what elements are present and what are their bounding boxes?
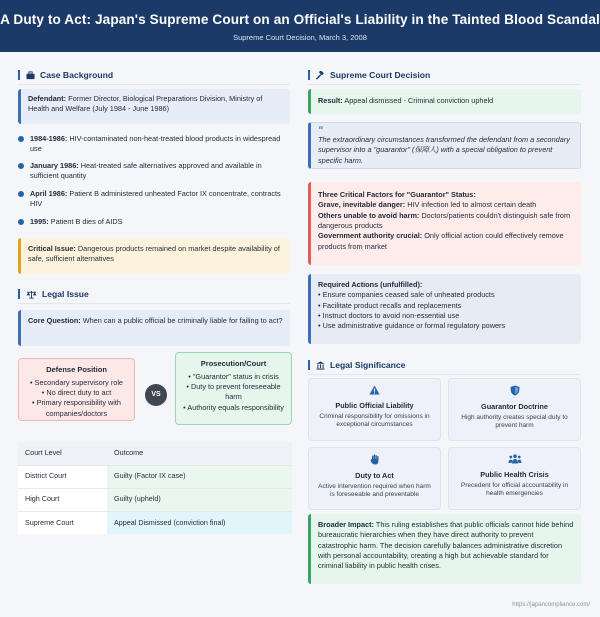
legal-issue-heading: Legal Issue [18,288,89,300]
warning-icon [369,385,380,395]
factor-item: Grave, inevitable danger: HIV infection led to almost certain death [318,200,537,210]
column-header: Court Level [18,442,107,465]
outcome-cell: Guilty (Factor IX case) [107,465,292,488]
case-background-heading: Case Background [18,69,113,81]
timeline-item: April 1986: Patient B administered unheated Factor IX concentrate, contracts HIV [18,189,290,210]
court-quote-box: “ The extraordinary circumstances transformed the defendant from a secondary supervisor into a "guarantor" (保障人) with a special obligation to prevent specific harm. [308,122,581,169]
page-title: A Duty to Act: Japan's Supreme Court on an Official's Liability in the Tainted Blood Scandal [0,12,600,27]
divider [308,374,580,375]
defense-position-box: Defense Position • Secondary supervisory role • No direct duty to act • Primary responsibility with companies/doctors [18,358,135,421]
briefcase-icon [26,71,35,80]
critical-issue-box: Critical Issue: Dangerous products remained on market despite availability of safe, sufficient alternatives [18,238,290,274]
divider [18,303,290,304]
supreme-court-decision-heading: Supreme Court Decision [308,69,430,81]
action-item: • Instruct doctors to avoid non-essential use [318,311,574,321]
table-row [18,511,292,534]
gavel-icon [316,71,325,80]
divider [308,84,580,85]
table-row [18,465,292,488]
prosecution-position-box: Prosecution/Court • "Guarantor" status in crisis • Duty to prevent foreseeable harm • Authority equals responsibility [175,352,292,425]
scale-icon [26,290,37,299]
broader-impact-box: Broader Impact: This ruling establishes that public officials cannot hide behind bureaucratic hierarchies when they have direct authority to prevent catastrophic harm. The decision carefully balances administrative discretion with personal accountability, creating a high but achievable standard for criminal liability in public health crises. [308,514,581,584]
timeline-dot [18,219,24,225]
court-outcomes-table [18,442,292,534]
timeline-item: 1984-1986: HIV-contaminated non-heat-treated blood products in widespread use [18,134,290,155]
guarantor-factors-box: Three Critical Factors for "Guarantor" Status: Grave, inevitable danger: HIV infection led to almost certain death Others unable to avoid harm: Doctors/patients couldn't distinguish safe from dangerous products Government authority crucial: Only official action could effectively remove products from market [308,182,581,265]
divider [18,84,290,85]
court-level-cell: Supreme Court [18,511,107,534]
versus-badge: VS [145,384,167,406]
left-column [0,52,300,617]
legal-significance-heading: Legal Significance [308,359,405,371]
timeline-dot [18,136,24,142]
people-icon [508,454,522,464]
action-item: • Ensure companies ceased sale of unheated products [318,290,574,300]
quote-icon: “ [318,125,323,136]
core-question-box: Core Question: When can a public official be criminally liable for failing to act? [18,310,290,346]
footer-url: https://japancompliance.com/ [512,602,590,608]
column-header: Outcome [107,442,292,465]
page-subtitle: Supreme Court Decision, March 3, 2008 [233,33,367,43]
outcome-cell: Appeal Dismissed (conviction final) [107,511,292,534]
outcome-cell: Guilty (upheld) [107,488,292,511]
timeline-dot [18,163,24,169]
table-row [18,488,292,511]
page-header [0,0,600,52]
timeline-item: January 1986: Heat-treated safe alternatives approved and available in sufficient quantity [18,161,290,182]
right-column [300,52,600,617]
significance-card: Duty to Act Active intervention required when harm is foreseeable and preventable [308,447,441,510]
bank-icon [316,361,325,370]
required-actions-box: Required Actions (unfulfilled): • Ensure companies ceased sale of unheated products • Facilitate product recalls and replacements • Instruct doctors to avoid non-essential use • Use administrative guidance or formal regulatory powers [308,274,581,344]
significance-card: Guarantor Doctrine High authority creates special duty to prevent harm [448,378,581,441]
significance-card: Public Official Liability Criminal responsibility for omissions in exceptional circumstances [308,378,441,441]
court-level-cell: District Court [18,465,107,488]
action-item: • Use administrative guidance or formal regulatory powers [318,321,574,331]
action-item: • Facilitate product recalls and replacements [318,301,574,311]
court-level-cell: High Court [18,488,107,511]
table-header-row [18,442,292,465]
factor-item: Others unable to avoid harm: Doctors/patients couldn't distinguish safe from dangerous products [318,210,571,231]
shield-icon [510,385,520,396]
significance-card: Public Health Crisis Precedent for official accountability in health emergencies [448,447,581,510]
result-box: Result: Appeal dismissed - Criminal conviction upheld [308,89,581,114]
timeline-dot [18,191,24,197]
timeline-item: 1995: Patient B dies of AIDS [18,217,290,227]
factor-item: Government authority crucial: Only official action could effectively remove products from market [318,231,564,251]
hand-icon [370,454,380,465]
defendant-box: Defendant: Former Director, Biological Preparations Division, Ministry of Health and Welfare (July 1984 - June 1986) [18,89,290,124]
